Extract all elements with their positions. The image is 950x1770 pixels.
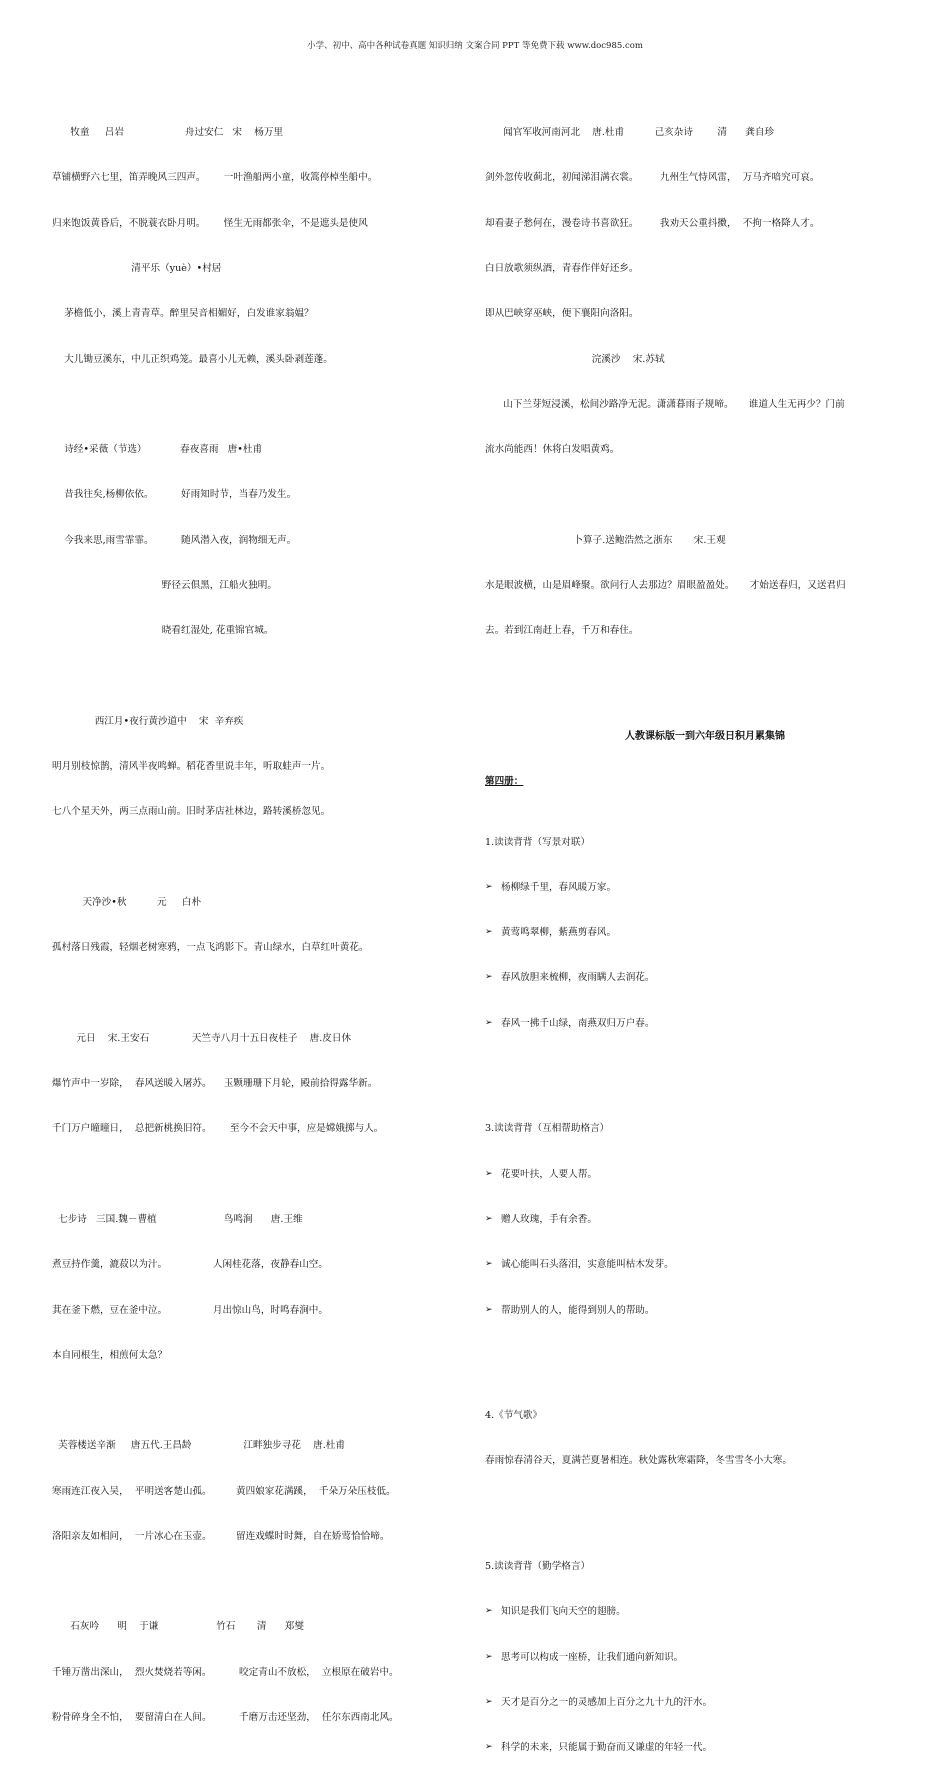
spacer	[485, 487, 925, 502]
poem-line: 却看妻子愁何在，漫卷诗书喜欲狂。 我劝天公重抖擞， 不拘一格降人才。	[485, 217, 820, 229]
group-title: 5.读读背背（勤学格言）	[485, 1561, 591, 1573]
poem-title-line: 天净沙•秋 元 白朴	[52, 896, 202, 908]
list-item	[485, 1257, 925, 1272]
poem-title-line: 石灰吟 明 于谦 竹石 清 郑燮	[52, 1621, 304, 1633]
spacer	[52, 1393, 462, 1408]
spacer	[485, 1348, 925, 1363]
poem-line: 即从巴峡穿巫峡，便下襄阳向洛阳。	[485, 308, 639, 320]
arrow-bullet-icon: ➢	[485, 1304, 493, 1315]
list-item-text: 杨柳绿千里，春风暖万家。	[501, 881, 617, 893]
list-item	[485, 1016, 925, 1031]
poem-line: 去。若到江南赶上春，千万和春住。	[485, 625, 639, 637]
section-title: 人教课标版一到六年级日积月累集锦	[625, 730, 785, 742]
poem-title-line: 牧童 吕岩 舟过安仁 宋 杨万里	[52, 127, 284, 139]
list-item	[485, 1695, 925, 1710]
poem-line: 爆竹声中一岁除， 春风送暖入屠苏。 玉颗珊珊下月轮，殿前拾得露华新。	[52, 1078, 378, 1090]
book-label: 第四册：	[485, 776, 524, 788]
list-item	[485, 1650, 925, 1665]
list-item	[485, 880, 925, 895]
list-item	[485, 970, 925, 985]
list-item-text: 花要叶扶，人要人帮。	[501, 1168, 597, 1180]
group-title: 4.《节气歌》	[485, 1410, 543, 1422]
list-item-text: 天才是百分之一的灵感加上百分之九十九的汗水。	[501, 1696, 713, 1708]
poem-line: 茅檐低小，溪上青青草。醉里吴音相媚好，白发谁家翁媪？	[52, 308, 314, 320]
poem-line: 粉骨碎身全不怕， 要留清白在人间。 千磨万击还坚劲， 任尔东西南北风。	[52, 1712, 399, 1724]
poem-line: 千锤万凿出深山， 烈火焚烧若等闲。 咬定青山不放松， 立根原在破岩中。	[52, 1666, 399, 1678]
list-item-text: 春风一拂千山绿，南燕双归万户春。	[501, 1017, 655, 1029]
arrow-bullet-icon: ➢	[485, 1651, 493, 1662]
group-title: 3.读读背背（互相帮助格言）	[485, 1123, 610, 1135]
right-column	[485, 95, 925, 1770]
spacer	[52, 850, 462, 865]
spacer	[485, 1499, 925, 1514]
list-item	[485, 1212, 925, 1227]
poem-line: 野径云俱黑，江船火独明。	[52, 580, 277, 591]
arrow-bullet-icon: ➢	[485, 1696, 493, 1707]
poem-title-line: 浣溪沙 宋.苏轼	[485, 353, 665, 365]
arrow-bullet-icon: ➢	[485, 972, 493, 983]
jieqi-song: 春雨惊春清谷天，夏满芒夏暑相连。秋处露秋寒霜降，冬雪雪冬小大寒。	[485, 1455, 792, 1467]
poem-line: 山下兰芽短浸溪，松间沙路净无泥。潇潇暮雨子规啼。 谁道人生无再少？门前	[485, 398, 845, 410]
poem-line: 明月别枝惊鹊，清风半夜鸣蝉。稻花香里说丰年，听取蛙声一片。	[52, 761, 331, 773]
spacer	[52, 397, 462, 412]
spacer	[52, 986, 462, 1001]
list-item-text: 春风放胆来梳柳，夜雨瞒人去润花。	[501, 972, 655, 984]
poem-line: 草铺横野六七里，笛弄晚风三四声。 一叶渔船两小童，收篙停棹坐船中。	[52, 172, 378, 184]
poem-line: 寒雨连江夜入吴， 平明送客楚山孤。 黄四娘家花满蹊， 千朵万朵压枝低。	[52, 1485, 396, 1497]
list-item	[485, 1167, 925, 1182]
poem-line: 白日放歌须纵酒，青春作伴好还乡。	[485, 263, 639, 275]
list-item-text: 黄莺鸣翠柳，紫燕剪春风。	[501, 927, 617, 939]
poem-line: 归来饱饭黄昏后，不脱蓑衣卧月明。 怪生无雨都张伞，不是遮头是使风	[52, 217, 368, 229]
arrow-bullet-icon: ➢	[485, 1213, 493, 1224]
poem-title-line: 芙蓉楼送辛渐 唐五代.王昌龄 江畔独步寻花 唐.杜甫	[52, 1440, 345, 1452]
spacer	[485, 669, 925, 684]
list-item	[485, 925, 925, 940]
poem-line: 本自同根生，相煎何太急？	[52, 1349, 168, 1361]
poem-title-line: 清平乐（yuè）•村居	[52, 263, 222, 275]
poem-title-line: 西江月•夜行黄沙道中 宋 辛弃疾	[52, 715, 244, 727]
poem-title-line: 卜算子.送鲍浩然之浙东 宋.王观	[485, 534, 726, 546]
poem-line: 流水尚能西！休将白发唱黄鸡。	[485, 444, 620, 456]
arrow-bullet-icon: ➢	[485, 1259, 493, 1270]
arrow-bullet-icon: ➢	[485, 881, 493, 892]
poem-line: 洛阳亲友如相问， 一片冰心在玉壶。 留连戏蝶时时舞，自在娇莺恰恰啼。	[52, 1530, 390, 1542]
poem-line: 剑外忽传收蓟北，初闻涕泪满衣裳。 九州生气恃风雷， 万马齐喑究可哀。	[485, 172, 820, 184]
arrow-bullet-icon: ➢	[485, 1168, 493, 1179]
poem-title-line: 闻官军收河南河北 唐.杜甫 己亥杂诗 清 龚自珍	[485, 127, 775, 139]
spacer	[52, 1167, 462, 1182]
poem-line: 今我来思,雨雪霏霏。 随风潜入夜，润物细无声。	[52, 534, 297, 546]
poem-line: 煮豆持作羹，漉菽以为汁。 人闲桂花落，夜静春山空。	[52, 1259, 328, 1271]
page-header: 小学、初中、高中各种试卷真题 知识归纳 文案合同 PPT 等免费下载 www.doc985.com	[307, 41, 643, 51]
poem-title-line: 元日 宋.王安石 天竺寺八月十五日夜桂子 唐.皮日休	[52, 1032, 352, 1044]
poem-line: 大儿锄豆溪东，中儿正织鸡笼。最喜小儿无赖，溪头卧剥莲蓬。	[52, 353, 333, 365]
poem-line: 昔我往矣,杨柳依依。 好雨知时节，当春乃发生。	[52, 489, 297, 501]
list-item-text: 知识是我们飞向天空的翅膀。	[501, 1606, 626, 1618]
list-item-text: 科学的未来，只能属于勤奋而又谦虚的年轻一代。	[501, 1742, 713, 1754]
left-column	[52, 95, 462, 1740]
spacer	[485, 1061, 925, 1076]
list-item	[485, 1740, 925, 1755]
arrow-bullet-icon: ➢	[485, 927, 493, 938]
poem-line: 孤村落日残霞，轻烟老树寒鸦，一点飞鸿影下。青山绿水，白草红叶黄花。	[52, 942, 369, 954]
list-item-text: 思考可以构成一座桥，让我们通向新知识。	[501, 1651, 684, 1663]
poem-line: 晓看红湿处, 花重锦官城。	[52, 625, 274, 637]
arrow-bullet-icon: ➢	[485, 1017, 493, 1028]
poem-line: 千门万户曈曈日， 总把新桃换旧符。 至今不会天中事，应是嫦娥掷与人。	[52, 1123, 384, 1135]
list-item-text: 诚心能叫石头落泪，实意能叫枯木发芽。	[501, 1259, 674, 1271]
list-item	[485, 1303, 925, 1318]
list-item	[485, 1604, 925, 1619]
poem-title-line: 诗经•采薇（节选） 春夜喜雨 唐•杜甫	[52, 444, 263, 456]
poem-line: 萁在釜下燃，豆在釜中泣。 月出惊山鸟，时鸣春涧中。	[52, 1304, 328, 1316]
poem-title-line: 七步诗 三国.魏－曹植 鸟鸣涧 唐.王维	[52, 1213, 303, 1225]
poem-line: 七八个星天外，两三点雨山前。旧时茅店社林边，路转溪桥忽见。	[52, 806, 331, 818]
group-title: 1.读读背背（写景对联）	[485, 836, 591, 848]
spacer	[52, 1574, 462, 1589]
arrow-bullet-icon: ➢	[485, 1742, 493, 1753]
spacer	[52, 669, 462, 684]
arrow-bullet-icon: ➢	[485, 1606, 493, 1617]
poem-line: 水是眼波横，山是眉峰聚。欲问行人去那边？眉眼盈盈处。 才始送春归，又送君归	[485, 580, 846, 591]
list-item-text: 帮助别人的人，能得到别人的帮助。	[501, 1304, 655, 1316]
list-item-text: 赠人玫瑰，手有余香。	[501, 1213, 597, 1225]
